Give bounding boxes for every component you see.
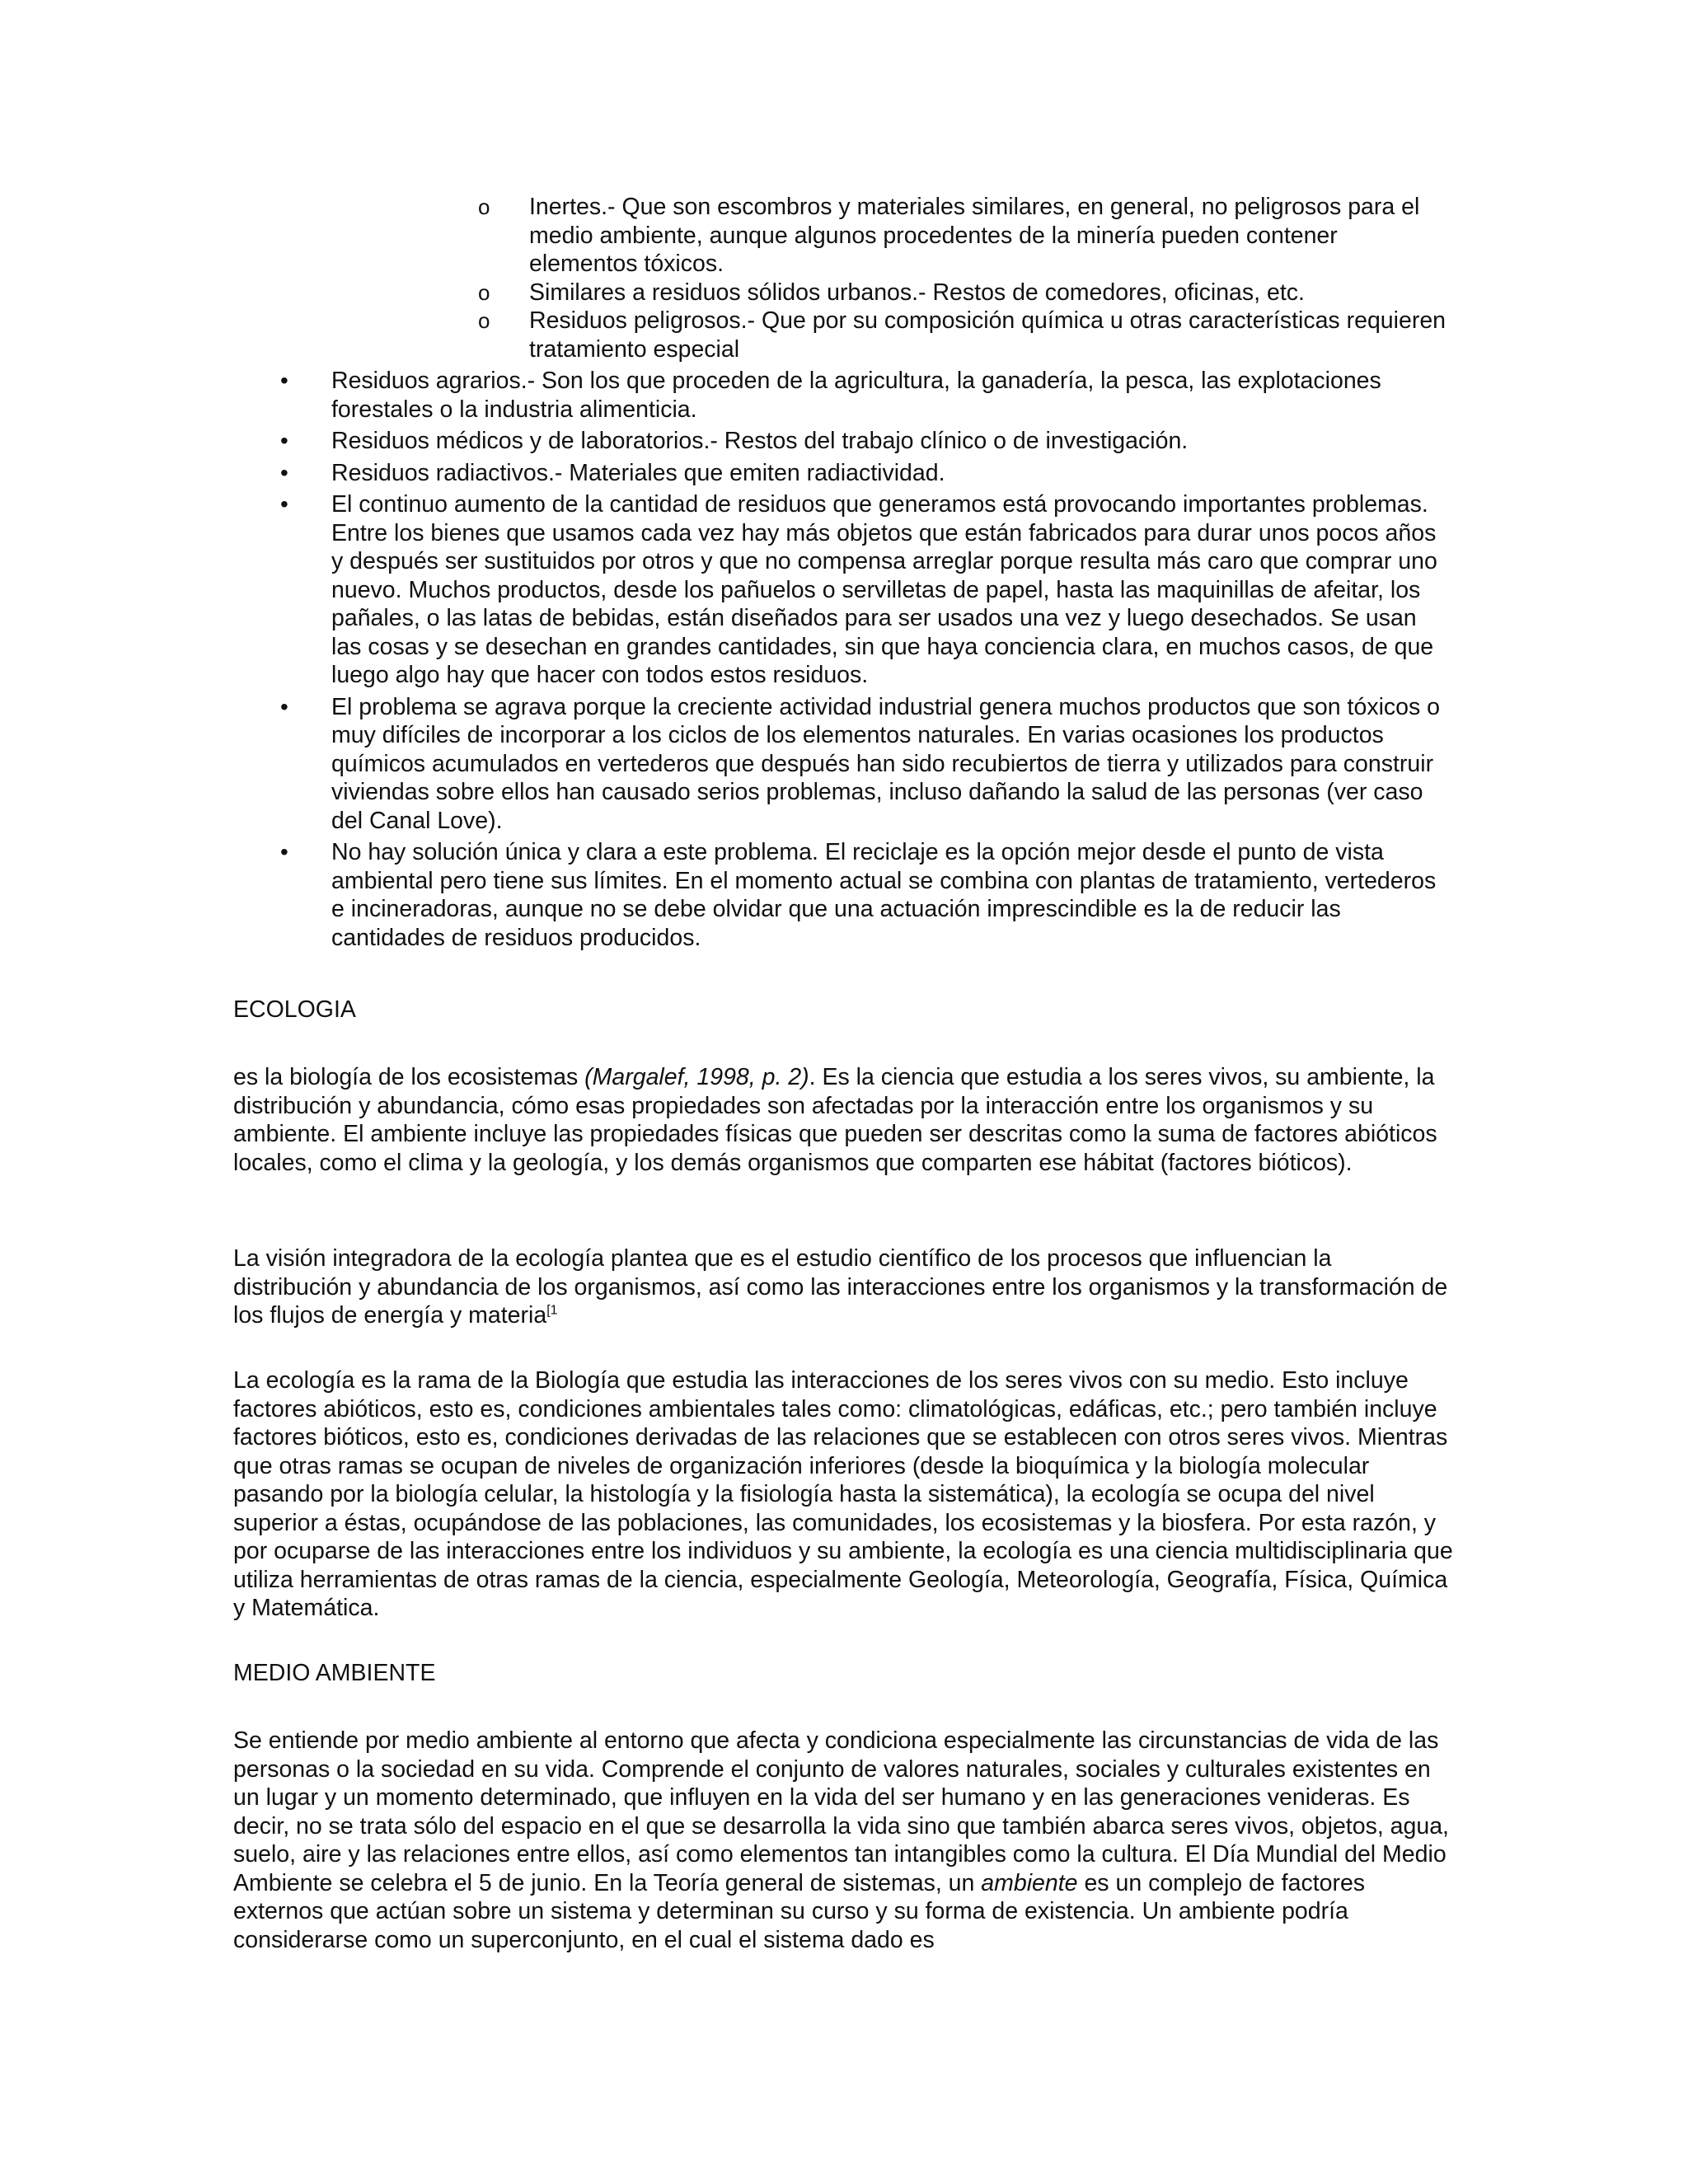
citation: (Margalef, 1998, p. 2) <box>584 1064 809 1090</box>
bullet-icon: • <box>280 491 288 517</box>
bullet-list-item <box>280 459 1451 488</box>
ecologia-paragraph-3: La ecología es la rama de la Biología que estudia las interacciones de los seres vivos con su medio. Esto incluye factores abióticos, esto es, condiciones ambientales tales como: climatológicas, edáficas, etc.; pero también incluye factores bióticos, esto es, condiciones derivadas de las relaciones que se establecen con otros seres vivos. Mientras que otras ramas se ocupan de niveles de organización inferiores (desde la bioquímica y la biología molecular pasando por la biología celular, la histología y la fisiología hasta la sistemática), la ecología se ocupa del nivel superior a éstas, ocupándose de las poblaciones, las comunidades, los ecosistemas y la biosfera. Por esta razón, y por ocuparse de las interacciones entre los individuos y su ambiente, la ecología es una ciencia multidisciplinaria que utiliza herramientas de otras ramas de la ciencia, especialmente Geología, Meteorología, Geografía, Física, Química y Matemática. <box>233 1367 1453 1621</box>
bullet-list-item <box>280 490 1451 690</box>
circle-bullet-icon: o <box>478 279 490 305</box>
sub-item-text: Inertes.- Que son escombros y materiales similares, en general, no peligrosos para el medio ambiente, aunque algunos procedentes de la minería pueden contener elementos tóxicos. <box>529 194 1420 277</box>
bullet-icon: • <box>280 368 288 393</box>
medio-p1-start: Se entiende por medio ambiente al entorno que afecta y condiciona especialmente las circunstancias de vida de las personas o la sociedad en su vida. Comprende el conjunto de valores naturales, sociales y culturales existentes en un lugar y un momento determinado, que influyen en la vida del ser humano y en las generaciones venideras. Es decir, no se trata sólo del espacio en el que se desarrolla la vida sino que también abarca seres vivos, objetos, agua, suelo, aire y las relaciones entre ellos, así como elementos tan intangibles como la cultura. El Día Mundial del Medio Ambiente se celebra el 5 de junio. En la Teoría general de sistemas, un <box>233 1727 1449 1896</box>
bullet-list-item <box>280 427 1451 456</box>
sub-list-item <box>478 307 1451 363</box>
ecologia-p1-start: es la biología de los ecosistemas <box>233 1064 585 1090</box>
sub-list <box>478 193 1451 363</box>
circle-bullet-icon: o <box>478 308 490 333</box>
medio-ambiente-heading: MEDIO AMBIENTE <box>233 1660 436 1686</box>
bullet-item-text: El problema se agrava porque la creciente actividad industrial genera muchos productos que son tóxicos o muy difíciles de incorporar a los ciclos de los elementos naturales. En varias ocasiones los productos químicos acumulados en vertederos que después han sido recubiertos de tierra y utilizados para construir viviendas sobre ellos han causado serios problemas, incluso dañando la salud de las personas (ver caso del Canal Love). <box>331 693 1441 834</box>
sub-list-item <box>478 193 1451 279</box>
bullet-item-text: Residuos radiactivos.- Materiales que emiten radiactividad. <box>331 459 945 486</box>
bullet-item-text: Residuos médicos y de laboratorios.- Restos del trabajo clínico o de investigación. <box>331 428 1189 454</box>
sub-item-text: Residuos peligrosos.- Que por su composición química u otras características requieren tratamiento especial <box>529 307 1447 363</box>
bullet-list-item <box>280 693 1451 836</box>
ecologia-paragraph-1 <box>233 1063 1453 1177</box>
bullet-list-item <box>280 367 1451 424</box>
bullet-icon: • <box>280 428 288 453</box>
ecologia-paragraph-2 <box>233 1244 1453 1330</box>
bullet-icon: • <box>280 839 288 865</box>
ecologia-p2-text: La visión integradora de la ecología plantea que es el estudio científico de los procesos que influencian la distribución y abundancia de los organismos, así como las interacciones entre los organismos y la transformación de los flujos de energía y materia <box>233 1245 1448 1329</box>
medio-ambiente-paragraph <box>233 1727 1453 1954</box>
bullet-list <box>280 367 1451 955</box>
bullet-item-text: Residuos agrarios.- Son los que proceden de la agricultura, la ganadería, la pesca, las explotaciones forestales o la industria alimenticia. <box>331 368 1381 423</box>
footnote-reference[interactable]: [1 <box>546 1303 558 1318</box>
circle-bullet-icon: o <box>478 194 490 219</box>
bullet-list-item <box>280 838 1451 952</box>
ecologia-p1-rest: . Es la ciencia que estudia a los seres vivos, su ambiente, la distribución y abundancia, cómo esas propiedades son afectadas por la interacción entre los organismos y su ambiente. El ambiente incluye las propiedades físicas que pueden ser descritas como la suma de factores abióticos locales, como el clima y la geología, y los demás organismos que comparten ese hábitat (factores bióticos). <box>233 1064 1437 1176</box>
bullet-icon: • <box>280 693 288 719</box>
medio-p1-rest: es un complejo de factores externos que actúan sobre un sistema y determinan su curso y su forma de existencia. Un ambiente podría considerarse como un superconjunto, en el cual el sistema dado es <box>233 1869 1366 1953</box>
ecologia-heading: ECOLOGIA <box>233 996 356 1023</box>
bullet-item-text: El continuo aumento de la cantidad de residuos que generamos está provocando importantes problemas. Entre los bienes que usamos cada vez hay más objetos que están fabricados para durar unos pocos años y después ser sustituidos por otros y que no compensa arreglar porque resulta más caro que comprar uno nuevo. Muchos productos, desde los pañuelos o servilletas de papel, hasta las maquinillas de afeitar, los pañales, o las latas de bebidas, están diseñados para ser usados una vez y luego desechados. Se usan las cosas y se desechan en grandes cantidades, sin que haya conciencia clara, en muchos casos, de que luego algo hay que hacer con todos estos residuos. <box>331 491 1437 688</box>
sub-list-item <box>478 279 1451 307</box>
emphasis-ambiente: ambiente <box>981 1869 1078 1896</box>
bullet-item-text: No hay solución única y clara a este problema. El reciclaje es la opción mejor desde el punto de vista ambiental pero tiene sus límites. En el momento actual se combina con plantas de tratamiento, vertederos e incineradoras, aunque no se debe olvidar que una actuación imprescindible es la de reducir las cantidades de residuos producidos. <box>331 839 1437 951</box>
sub-item-text: Similares a residuos sólidos urbanos.- Restos de comedores, oficinas, etc. <box>529 279 1305 306</box>
bullet-icon: • <box>280 459 288 485</box>
